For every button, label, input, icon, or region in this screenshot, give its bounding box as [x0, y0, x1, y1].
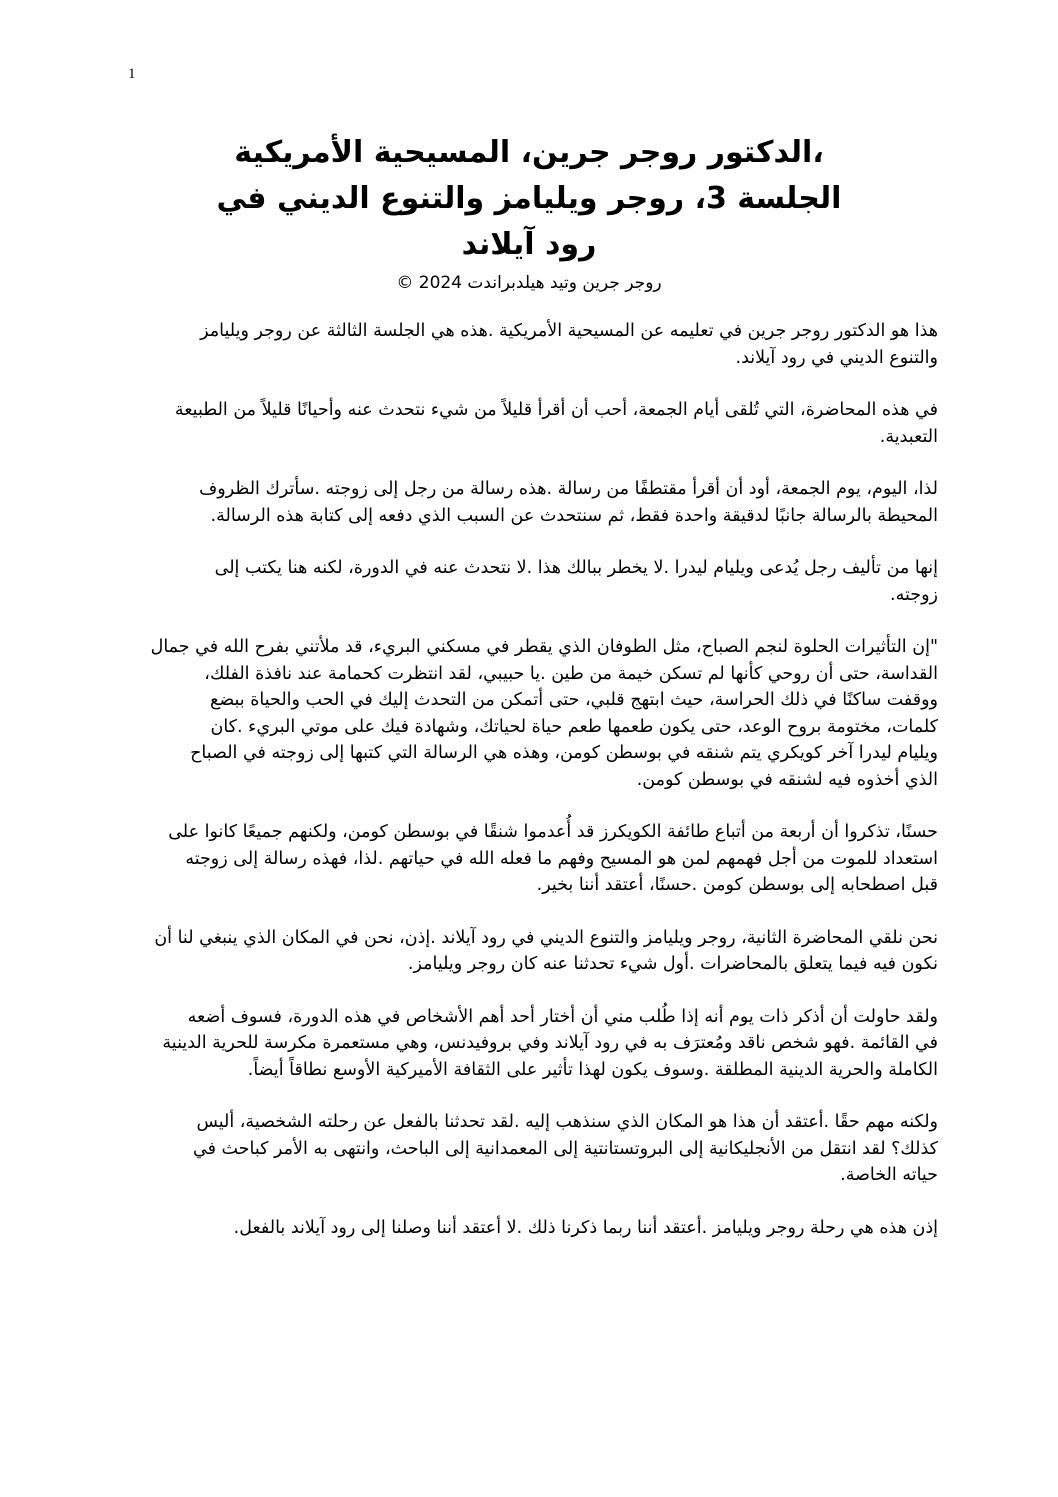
- paragraph-3: [120, 476, 938, 529]
- text-line: نحن نلقي المحاضرة الثانية، روجر ويليامز والتنوع الديني في رود آيلاند .إذن، نحن في المكان الذي ينبغي لنا أن: [154, 927, 938, 948]
- text-line: استعداد للموت من أجل فهمهم لمن هو المسيح وفهم ما فعله الله في حياتهم .لذا، فهذه رسالة إلى زوجته: [185, 848, 938, 869]
- paragraph-8: [120, 1004, 938, 1084]
- paragraph-5-letter-quote: [120, 634, 938, 793]
- text-line: في القائمة .فهو شخص ناقد ومُعترَف به في رود آيلاند وفي بروفيدنس، وهي مستعمرة مكرسة للحرية الدينية: [162, 1033, 938, 1053]
- text-line: ووقفت ساكنًا في ذلك الحراسة، حيث ابتهج قلبي، حتى أتمكن من التحدث إليك في الحب والحياة ببضع: [210, 690, 938, 710]
- title-line-3: رود آيلاند: [461, 227, 597, 262]
- text-line: .قبل اصطحابه إلى بوسطن كومن .حسنًا، أعتقد أننا بخير: [536, 875, 938, 895]
- paragraph-2: [120, 397, 938, 450]
- text-line: .التعبدية: [879, 426, 938, 447]
- text-line: إنها من تأليف رجل يُدعى ويليام ليدرا .لا يخطر ببالك هذا .لا نتحدث عنه في الدورة، لكنه هنا يكتب إلى: [214, 558, 938, 578]
- document-header: [0, 130, 1058, 296]
- paragraph-6: [120, 819, 938, 899]
- text-line: في هذه المحاضرة، التي تُلقى أيام الجمعة، أحب أن أقرأ قليلاً من شيء نتحدث عنه وأحيانًا قليلاً من الطبيعة: [174, 400, 938, 420]
- text-line: إن التأثيرات الحلوة لنجم الصباح، مثل الطوفان الذي يقطر في مسكني البريء، قد ملأتني بفرح الله في جمال": [150, 637, 938, 657]
- document-body: [120, 318, 938, 1267]
- text-line: لذا، اليوم، يوم الجمعة، أود أن أقرأ مقتطفًا من رسالة .هذه رسالة من رجل إلى زوجته .سأترك الظروف: [199, 479, 938, 499]
- text-line: .الكاملة والحرية الدينية المطلقة .وسوف يكون لهذا تأثير على الثقافة الأميركية الأوسع نطاقاً أيضاً: [247, 1059, 938, 1080]
- text-line: .حياته الخاصة: [840, 1165, 938, 1185]
- text-line: هذا هو الدكتور روجر جرين في تعليمه عن المسيحية الأمريكية .هذه هي الجلسة الثالثة عن روجر ويليامز: [200, 321, 938, 341]
- text-line: .والتنوع الديني في رود آيلاند: [735, 347, 938, 368]
- text-line: ،القداسة، حتى أن روحي كأنها لم تسكن خيمة من طين .يا حبيبي، لقد انتظرت كحمامة عند نافذة الفلك: [204, 663, 938, 684]
- paragraph-7: [120, 925, 938, 978]
- paragraph-9: [120, 1109, 938, 1189]
- text-line: .زوجته: [890, 584, 938, 605]
- text-line: ولكنه مهم حقًا .أعتقد أن هذا هو المكان الذي سنذهب إليه .لقد تحدثنا بالفعل عن رحلته الشخصية، أليس: [196, 1112, 938, 1132]
- text-line: ويليام ليدرا آخر كويكري يتم شنقه في بوسطن كومن، وهذه هي الرسالة التي كتبها إلى زوجته في الصباح: [190, 743, 938, 763]
- title-line-1: ،الدكتور روجر جرين، المسيحية الأمريكية: [234, 135, 824, 170]
- paragraph-10: [120, 1215, 938, 1242]
- text-line: .المحيطة بالرسالة جانبًا لدقيقة واحدة فقط، ثم سنتحدث عن السبب الذي دفعه إلى كتابة هذه الرسالة: [210, 505, 938, 526]
- page-number: 1: [128, 66, 136, 82]
- copyright-subtitle: روجر جرين وتيد هيلدبراندت 2024 ©: [396, 273, 662, 293]
- text-line: حسنًا، تذكروا أن أربعة من أتباع طائفة الكويكرز قد أُعدموا شنقًا في بوسطن كومن، ولكنهم جميعًا كانوا على: [168, 822, 938, 842]
- paragraph-4: [120, 555, 938, 608]
- text-line: كذلك؟ لقد انتقل من الأنجليكانية إلى البروتستانتية إلى المعمدانية إلى الباحث، وانتهى به الأمر كباحث في: [192, 1138, 938, 1159]
- text-line: .إذن هذه هي رحلة روجر ويليامز .أعتقد أننا ربما ذكرنا ذلك .لا أعتقد أننا وصلنا إلى رود آيلاند بالفعل: [233, 1217, 938, 1238]
- text-line: .الذي أخذوه فيه لشنقه في بوسطن كومن: [636, 769, 938, 790]
- text-line: .نكون فيه فيما يتعلق بالمحاضرات .أول شيء تحدثنا عنه كان روجر ويليامز: [407, 954, 938, 974]
- text-line: كلمات، مختومة بروح الوعد، حتى يكون طعمها طعم حياة لحياتك، وشهادة فيك على موتي البريء .كان: [210, 716, 938, 737]
- text-line: ولقد حاولت أن أذكر ذات يوم أنه إذا طُلب مني أن أختار أحد أهم الأشخاص في هذه الدورة، فسوف أضعه: [187, 1006, 938, 1027]
- paragraph-1: [120, 318, 938, 371]
- title-line-2: الجلسة 3، روجر ويليامز والتنوع الديني في: [216, 181, 842, 216]
